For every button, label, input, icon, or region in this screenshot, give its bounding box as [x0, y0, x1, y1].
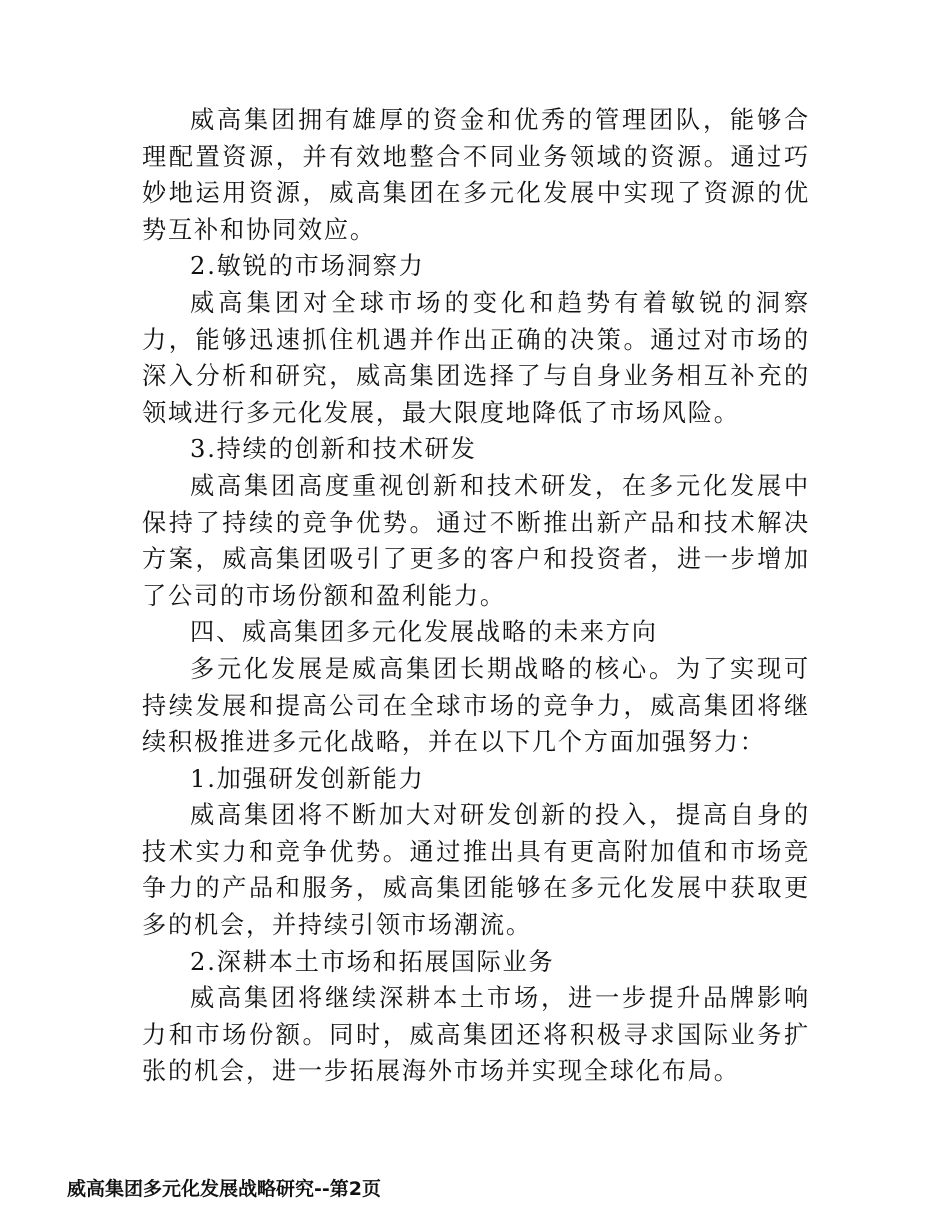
- heading-rd-capability: 1.加强研发创新能力: [190, 764, 425, 793]
- heading-domestic-international: 2.深耕本土市场和拓展国际业务: [190, 947, 555, 976]
- paragraph-market-insight: 威高集团对全球市场的变化和趋势有着敏锐的洞察力，能够迅速抓住机遇并作出正确的决策。通过对市场的深入分析和研究，威高集团选择了与自身业务相互补充的领域进行多元化发展，最大限度地降低了市场风险。: [142, 288, 810, 427]
- heading-innovation: 3.持续的创新和技术研发: [190, 435, 477, 464]
- document-body: [142, 102, 810, 1090]
- heading-market-insight: 2.敏锐的市场洞察力: [190, 252, 425, 281]
- paragraph-resource-allocation: 威高集团拥有雄厚的资金和优秀的管理团队，能够合理配置资源，并有效地整合不同业务领域的资源。通过巧妙地运用资源，威高集团在多元化发展中实现了资源的优势互补和协同效应。: [142, 106, 810, 244]
- page-footer: 威高集团多元化发展战略研究--第2页: [67, 1178, 381, 1200]
- paragraph-future-direction: 多元化发展是威高集团长期战略的核心。为了实现可持续发展和提高公司在全球市场的竞争力，威高集团将继续积极推进多元化战略，并在以下几个方面加强努力：: [142, 654, 810, 757]
- paragraph-innovation: 威高集团高度重视创新和技术研发，在多元化发展中保持了持续的竞争优势。通过不断推出新产品和技术解决方案，威高集团吸引了更多的客户和投资者，进一步增加了公司的市场份额和盈利能力。: [142, 471, 810, 610]
- heading-section-four: 四、威高集团多元化发展战略的未来方向: [190, 618, 658, 647]
- paragraph-domestic-international: 威高集团将继续深耕本土市场，进一步提升品牌影响力和市场份额。同时，威高集团还将积极寻求国际业务扩张的机会，进一步拓展海外市场并实现全球化布局。: [142, 984, 810, 1086]
- paragraph-rd-capability: 威高集团将不断加大对研发创新的投入，提高自身的技术实力和竞争优势。通过推出具有更高附加值和市场竞争力的产品和服务，威高集团能够在多元化发展中获取更多的机会，并持续引领市场潮流。: [142, 801, 810, 940]
